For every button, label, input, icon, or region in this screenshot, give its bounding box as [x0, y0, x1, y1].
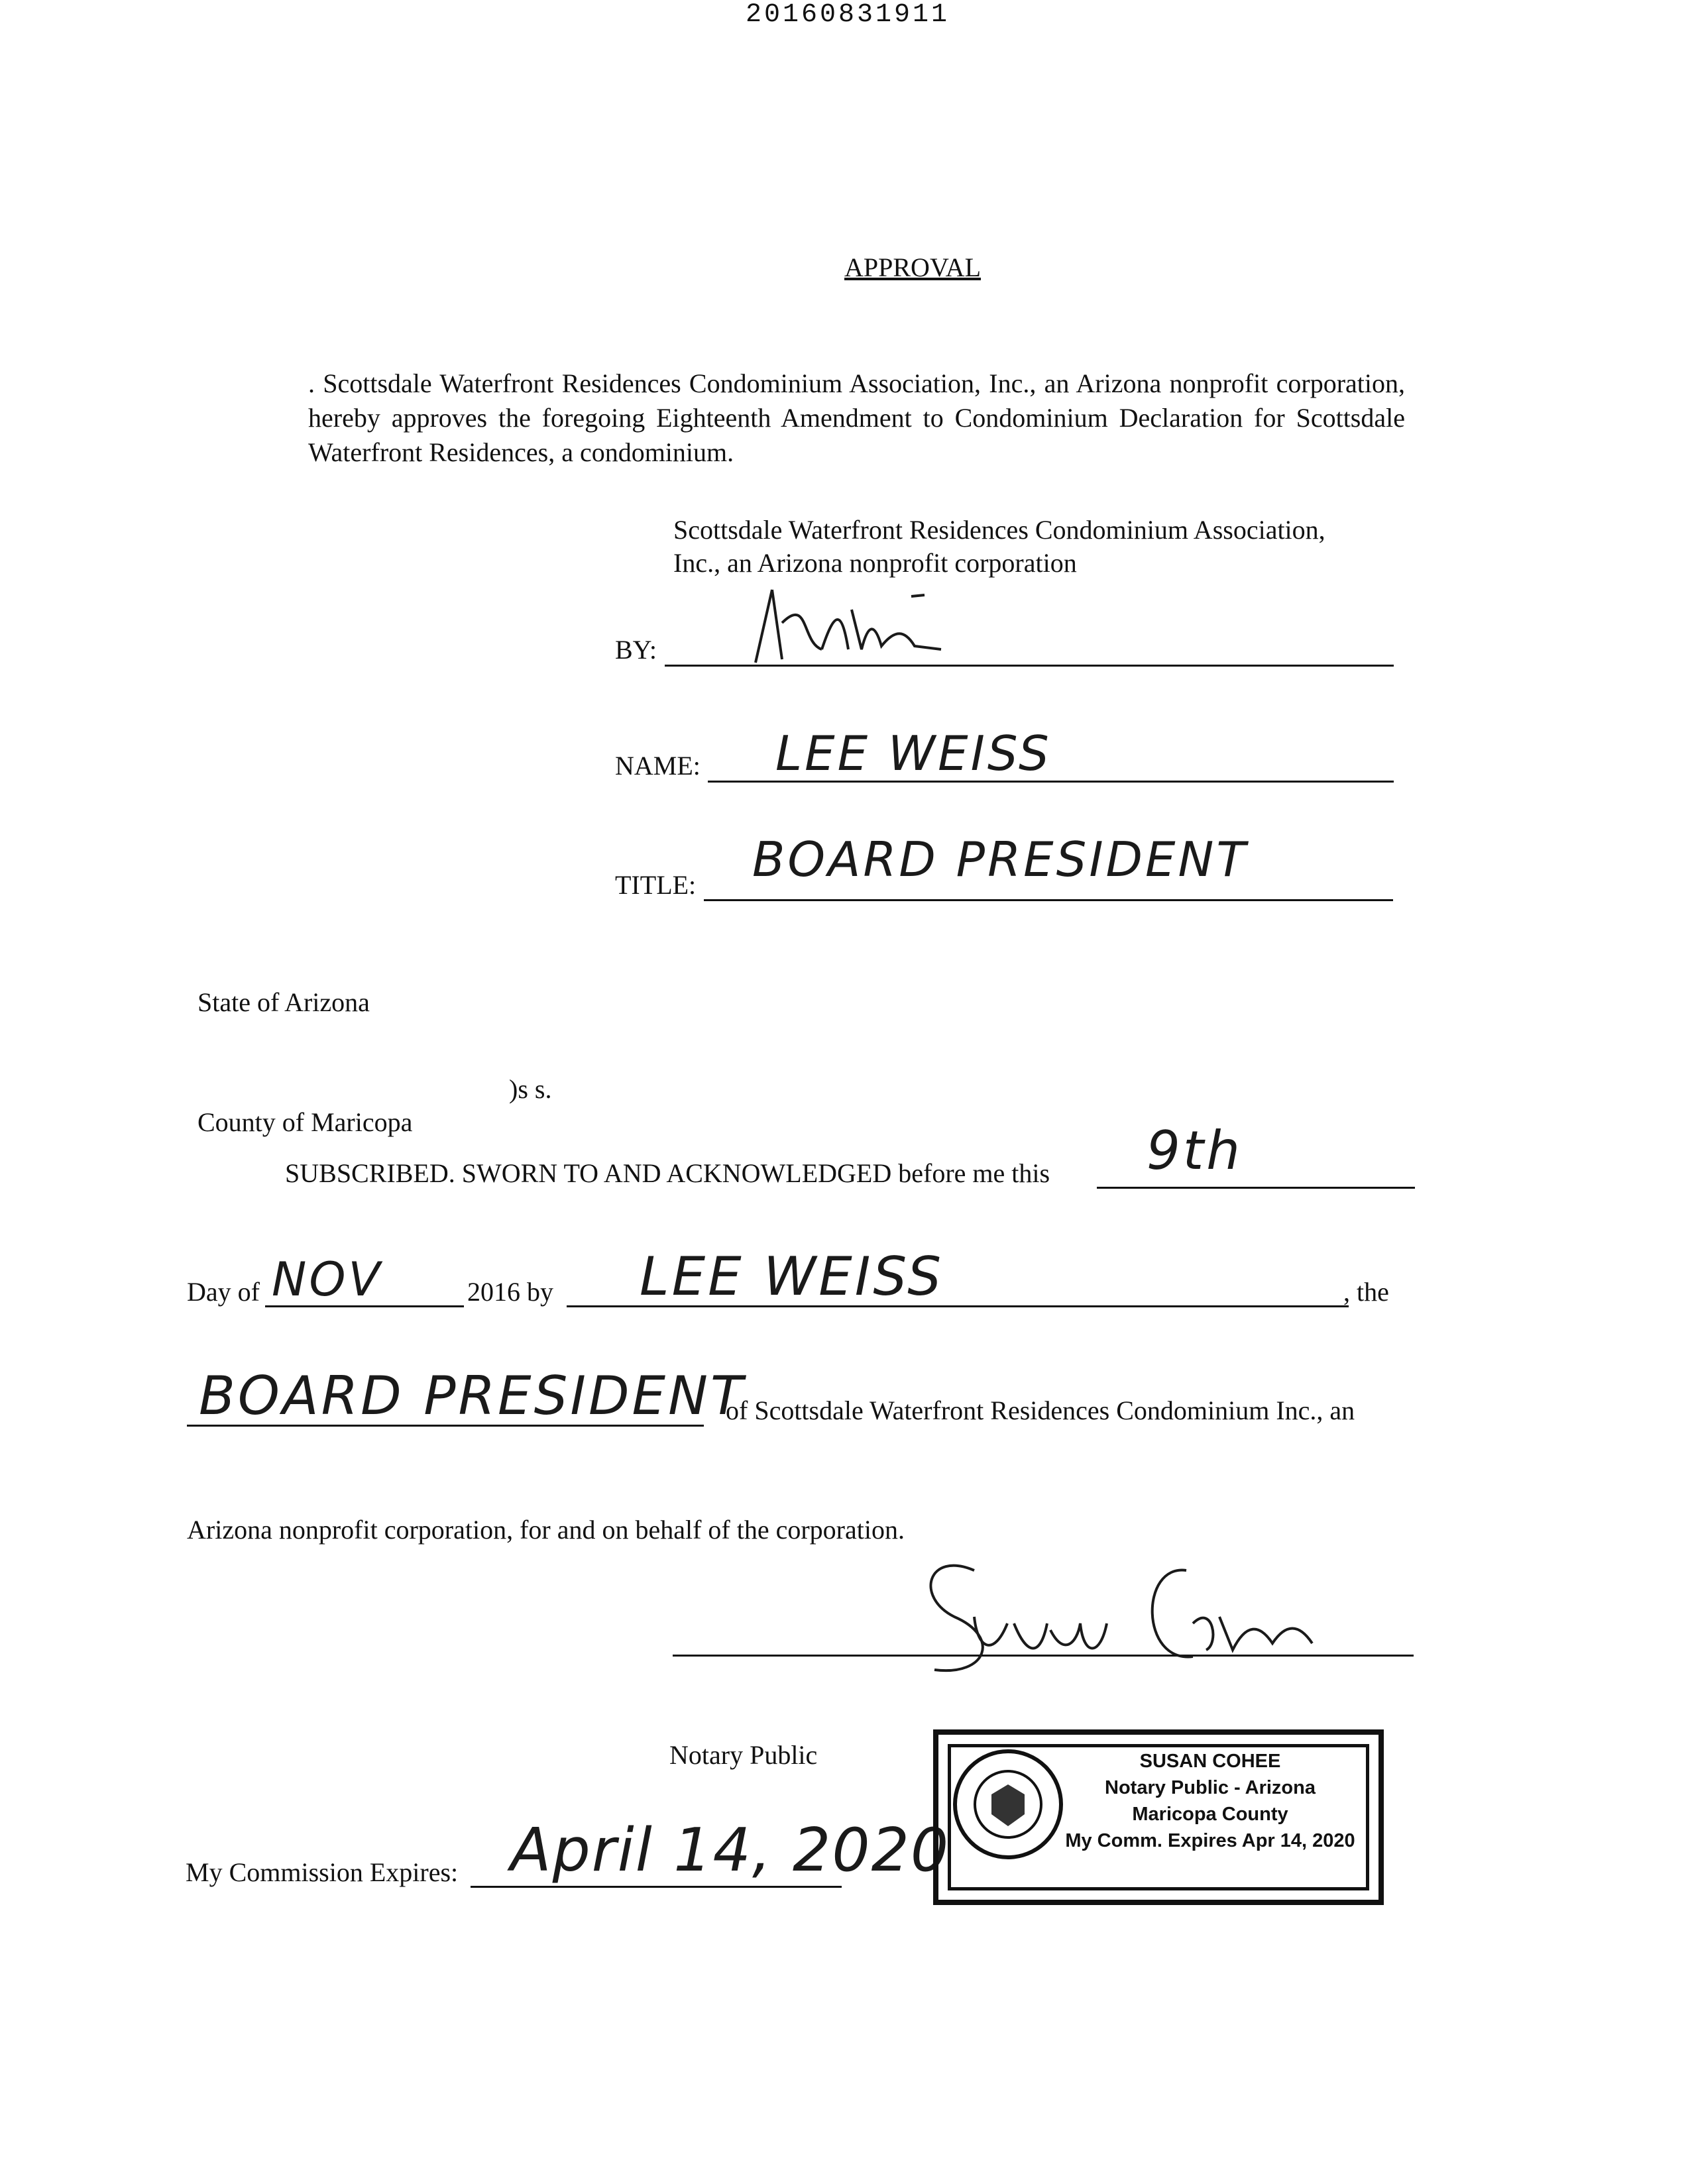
seal-line-2: Notary Public - Arizona: [1105, 1777, 1316, 1798]
commission-value: April 14, 2020: [510, 1816, 950, 1885]
day-of-label: Day of: [187, 1277, 260, 1307]
year-by-label: 2016 by: [467, 1277, 553, 1307]
notary-signature: [901, 1544, 1339, 1686]
president-signature: [736, 583, 948, 669]
day-line: [1097, 1187, 1415, 1189]
day-value: 9th: [1147, 1120, 1243, 1181]
commission-label: My Commission Expires:: [186, 1857, 459, 1887]
ss-label: )s s.: [509, 1074, 552, 1104]
the-label: , the: [1343, 1277, 1389, 1307]
county-label: County of Maricopa: [197, 1107, 413, 1137]
document-number: 20160831911: [746, 0, 950, 30]
notary-seal-stamp: [933, 1729, 1384, 1905]
by-label: BY:: [615, 635, 657, 665]
month-value: NOV: [272, 1252, 383, 1307]
seal-line-3: Maricopa County: [1132, 1804, 1288, 1825]
seal-text: [1058, 1748, 1363, 1854]
intro-paragraph: . Scottsdale Waterfront Residences Condominium Association, Inc., an Arizona nonprofit corporation, hereby approves the foregoing Eighteenth Amendment to Condominium Declaration for Scottsdale Waterfront Residences, a condominium.: [308, 368, 1405, 467]
seal-name: SUSAN COHEE: [1139, 1751, 1281, 1772]
title-value: BOARD PRESIDENT: [752, 832, 1249, 887]
page-title: APPROVAL: [844, 252, 981, 282]
arizona-seal-icon: [952, 1748, 1064, 1861]
org-line-1: Scottsdale Waterfront Residences Condominium Association,: [673, 515, 1325, 545]
subscribed-text: SUBSCRIBED. SWORN TO AND ACKNOWLEDGED before me this: [285, 1158, 1050, 1188]
of-organization-text: of Scottsdale Waterfront Residences Condominium Inc., an: [726, 1395, 1355, 1425]
name-value: LEE WEISS: [775, 726, 1052, 781]
by-name-value: LEE WEISS: [640, 1246, 944, 1307]
seal-line-4: My Comm. Expires Apr 14, 2020: [1065, 1830, 1355, 1851]
behalf-text: Arizona nonprofit corporation, for and on behalf of the corporation.: [187, 1515, 905, 1545]
title-label: TITLE:: [615, 870, 697, 900]
organization-block: [673, 514, 1402, 580]
state-label: State of Arizona: [197, 987, 370, 1017]
org-line-2: Inc., an Arizona nonprofit corporation: [673, 548, 1077, 578]
role-value: BOARD PRESIDENT: [199, 1365, 746, 1427]
commission-line: [471, 1886, 842, 1888]
name-label: NAME:: [615, 751, 701, 781]
notary-public-label: Notary Public: [669, 1740, 818, 1770]
title-line: [704, 899, 1393, 901]
